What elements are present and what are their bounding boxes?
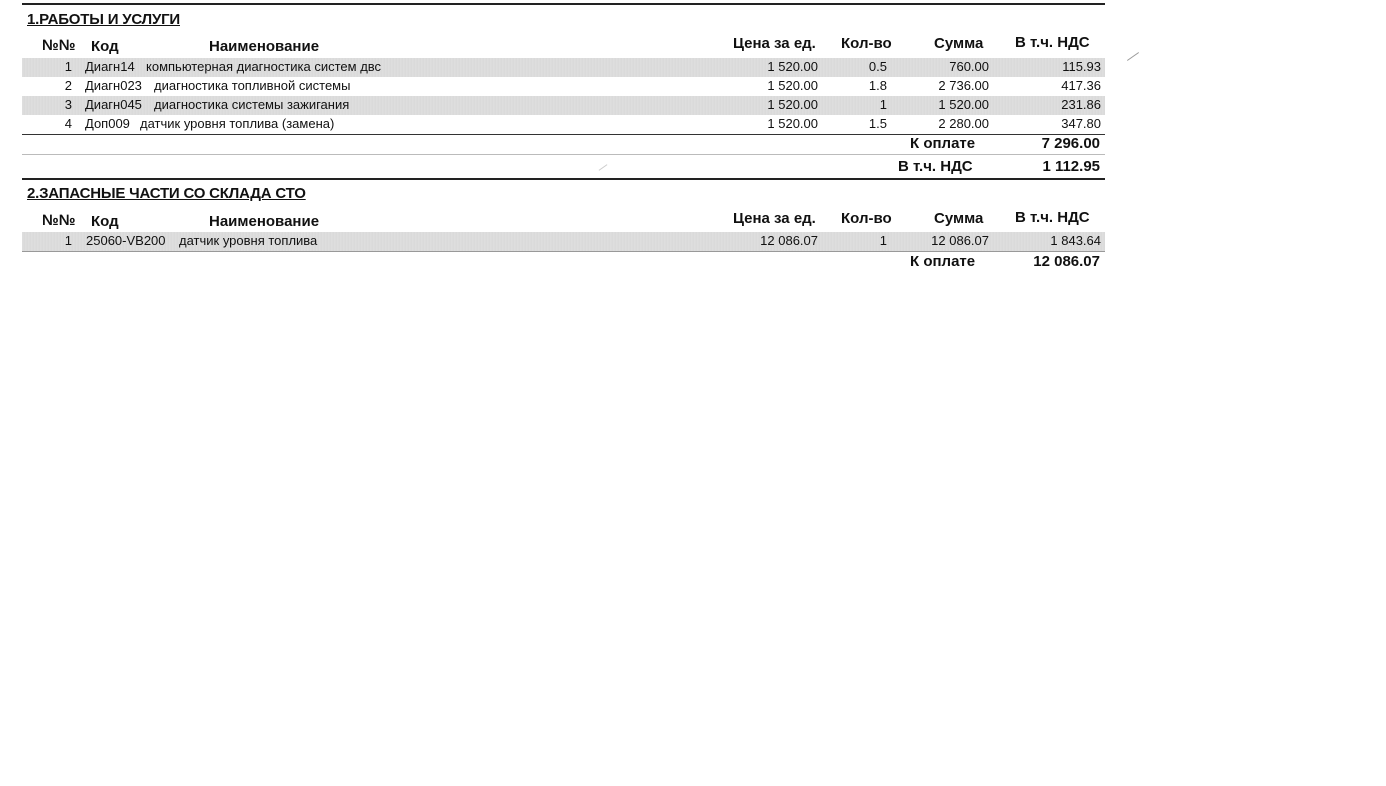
row-code: Диагн045	[85, 97, 142, 112]
scan-mark	[599, 164, 608, 171]
row-price: 12 086.07	[760, 233, 818, 248]
row-code: Диагн023	[85, 78, 142, 93]
row-vat: 115.93	[1062, 59, 1101, 74]
table-row	[22, 96, 1105, 115]
section2-title: 2.ЗАПАСНЫЕ ЧАСТИ СО СКЛАДА СТО	[27, 185, 306, 202]
row-price: 1 520.00	[767, 78, 818, 93]
row-sum: 1 520.00	[938, 97, 989, 112]
row-qty: 1.8	[868, 78, 887, 93]
header-vat: В т.ч. НДС	[1015, 34, 1090, 51]
row-price: 1 520.00	[767, 97, 818, 112]
row-qty: 0.5	[868, 59, 887, 74]
table-row	[22, 77, 1105, 96]
section2-top-rule	[22, 178, 1105, 180]
section1-total-label: К оплате	[910, 135, 976, 152]
row-num: 1	[64, 59, 72, 74]
header-sum: Сумма	[934, 210, 984, 227]
header-price: Цена за ед.	[733, 210, 816, 227]
row-vat: 417.36	[1061, 78, 1101, 93]
row-vat: 231.86	[1061, 97, 1101, 112]
section2-total-value: 12 086.07	[1033, 253, 1100, 270]
row-vat: 1 843.64	[1050, 233, 1101, 248]
section1-vat-value: 1 112.95	[1042, 158, 1100, 175]
row-qty: 1	[879, 233, 887, 248]
row-qty: 1	[879, 97, 887, 112]
row-sum: 760.00	[949, 59, 989, 74]
header-num: №№	[42, 37, 76, 54]
header-name: Наименование	[209, 38, 320, 55]
scan-mark	[1127, 52, 1139, 61]
header-name: Наименование	[209, 213, 320, 230]
row-name: компьютерная диагностика систем двс	[146, 59, 382, 74]
row-code: Диагн14	[85, 59, 135, 74]
header-price: Цена за ед.	[733, 35, 816, 52]
row-sum: 2 280.00	[938, 116, 989, 131]
row-qty: 1.5	[868, 116, 887, 131]
row-sum: 2 736.00	[938, 78, 989, 93]
table-row	[22, 115, 1105, 134]
row-name: датчик уровня топлива (замена)	[140, 116, 335, 131]
row-code: 25060-VB200	[86, 233, 166, 248]
section1-title: 1.РАБОТЫ И УСЛУГИ	[27, 11, 180, 28]
row-code: Доп009	[85, 116, 130, 131]
row-name: диагностика системы зажигания	[154, 97, 350, 112]
row-num: 2	[64, 78, 72, 93]
header-code: Код	[91, 38, 119, 55]
top-rule	[22, 3, 1105, 5]
section2-total-label: К оплате	[910, 253, 976, 270]
header-qty: Кол-во	[841, 35, 892, 52]
header-qty: Кол-во	[841, 210, 892, 227]
row-vat: 347.80	[1061, 116, 1101, 131]
row-num: 1	[64, 233, 72, 248]
table-row	[22, 232, 1105, 251]
table2-bottom-rule	[22, 251, 1105, 252]
row-price: 1 520.00	[767, 116, 818, 131]
header-num: №№	[42, 212, 76, 229]
row-name: датчик уровня топлива	[179, 233, 318, 248]
section1-total-value: 7 296.00	[1041, 135, 1100, 152]
header-vat: В т.ч. НДС	[1015, 209, 1090, 226]
header-code: Код	[91, 213, 119, 230]
header-sum: Сумма	[934, 35, 984, 52]
table-row	[22, 58, 1105, 77]
row-num: 4	[64, 116, 72, 131]
row-sum: 12 086.07	[931, 233, 989, 248]
totals-divider	[22, 154, 1105, 155]
row-num: 3	[64, 97, 72, 112]
row-price: 1 520.00	[767, 59, 818, 74]
row-name: диагностика топливной системы	[154, 78, 351, 93]
section1-vat-label: В т.ч. НДС	[898, 158, 973, 175]
